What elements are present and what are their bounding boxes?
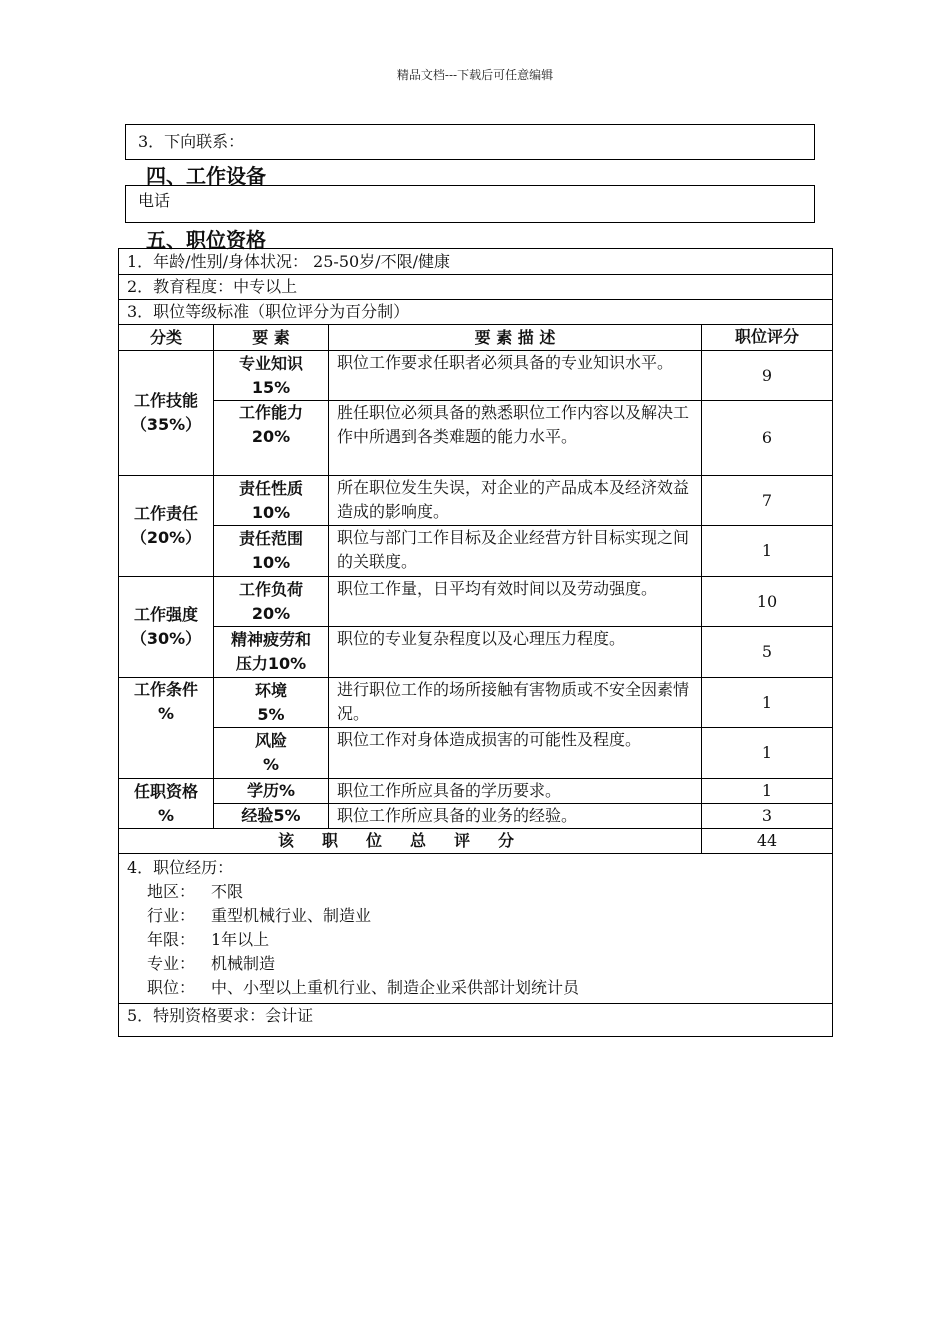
equipment-value: 电话 [138, 191, 171, 210]
element-cell: 风险 % [214, 728, 329, 779]
category-cell: 工作条件 % [119, 678, 214, 779]
total-row [119, 829, 833, 854]
total-score: 44 [702, 829, 833, 854]
experience-cell [119, 854, 833, 1004]
description-cell: 所在职位发生失误，对企业的产品成本及经济效益造成的影响度。 [329, 476, 702, 526]
education-level: 2．教育程度：中专以上 [119, 275, 833, 300]
experience-row [119, 854, 833, 1004]
experience-item: 地区： 不限 [147, 882, 244, 901]
element-cell: 环境 5% [214, 678, 329, 728]
table-row [119, 476, 833, 526]
table-row [119, 728, 833, 779]
section5-title: 五、职位资格 [146, 228, 266, 252]
description-cell: 胜任职位必须具备的熟悉职位工作内容以及解决工作中所遇到各类难题的能力水平。 [329, 401, 702, 476]
score-cell: 1 [702, 526, 833, 577]
description-cell: 职位工作要求任职者必须具备的专业知识水平。 [329, 351, 702, 401]
qualification-table [118, 248, 833, 1037]
table-row [119, 804, 833, 829]
special-requirement: 5．特别资格要求：会计证 [119, 1004, 833, 1037]
header-score: 职位评分 [702, 325, 833, 351]
category-cell: 工作技能 （35%） [119, 351, 214, 476]
header-description: 要 素 描 述 [329, 325, 702, 351]
score-cell: 1 [702, 728, 833, 779]
score-cell: 7 [702, 476, 833, 526]
experience-item: 年限： 1年以上 [147, 930, 270, 949]
header-category: 分类 [119, 325, 214, 351]
table-row [119, 627, 833, 678]
equipment-box [125, 185, 815, 223]
element-cell: 责任性质 10% [214, 476, 329, 526]
element-cell: 工作能力 20% [214, 401, 329, 476]
description-cell: 职位与部门工作目标及企业经营方针目标实现之间的关联度。 [329, 526, 702, 577]
experience-item: 专业： 机械制造 [147, 954, 276, 973]
description-cell: 进行职位工作的场所接触有害物质或不安全因素情况。 [329, 678, 702, 728]
total-label: 该职位总评分 [119, 829, 702, 854]
description-cell: 职位工作所应具备的学历要求。 [329, 779, 702, 804]
element-cell: 学历% [214, 779, 329, 804]
score-cell: 10 [702, 577, 833, 627]
score-cell: 5 [702, 627, 833, 678]
element-cell: 精神疲劳和 压力10% [214, 627, 329, 678]
element-cell: 责任范围 10% [214, 526, 329, 577]
table-row [119, 779, 833, 804]
table-row [119, 526, 833, 577]
score-cell: 1 [702, 678, 833, 728]
experience-item: 职位： 中、小型以上重机行业、制造企业采供部计划统计员 [147, 978, 580, 997]
score-cell: 9 [702, 351, 833, 401]
score-cell: 6 [702, 401, 833, 476]
age-gender-health: 1．年龄/性别/身体状况： 25-50岁/不限/健康 [119, 249, 833, 275]
category-cell: 工作责任 （20%） [119, 476, 214, 577]
downward-contact-box [125, 124, 815, 160]
experience-item: 行业： 重型机械行业、制造业 [147, 906, 372, 925]
score-cell: 3 [702, 804, 833, 829]
header-element: 要 素 [214, 325, 329, 351]
table-row [119, 577, 833, 627]
element-cell: 专业知识 15% [214, 351, 329, 401]
section4-title: 四、工作设备 [146, 164, 266, 188]
description-cell: 职位的专业复杂程度以及心理压力程度。 [329, 627, 702, 678]
category-cell: 任职资格 % [119, 779, 214, 829]
grade-standard: 3．职位等级标准（职位评分为百分制） [119, 300, 833, 325]
special-row [119, 1004, 833, 1037]
element-cell: 经验5% [214, 804, 329, 829]
experience-title: 4．职位经历： [127, 858, 234, 877]
category-cell: 工作强度 （30%） [119, 577, 214, 678]
element-cell: 工作负荷 20% [214, 577, 329, 627]
page-header: 精品文档---下载后可任意编辑 [396, 68, 554, 82]
table-row [119, 401, 833, 476]
description-cell: 职位工作对身体造成损害的可能性及程度。 [329, 728, 702, 779]
score-cell: 1 [702, 779, 833, 804]
table-row [119, 678, 833, 728]
description-cell: 职位工作所应具备的业务的经验。 [329, 804, 702, 829]
description-cell: 职位工作量，日平均有效时间以及劳动强度。 [329, 577, 702, 627]
downward-contact-label: 3．下向联系： [138, 132, 245, 151]
table-row [119, 351, 833, 401]
